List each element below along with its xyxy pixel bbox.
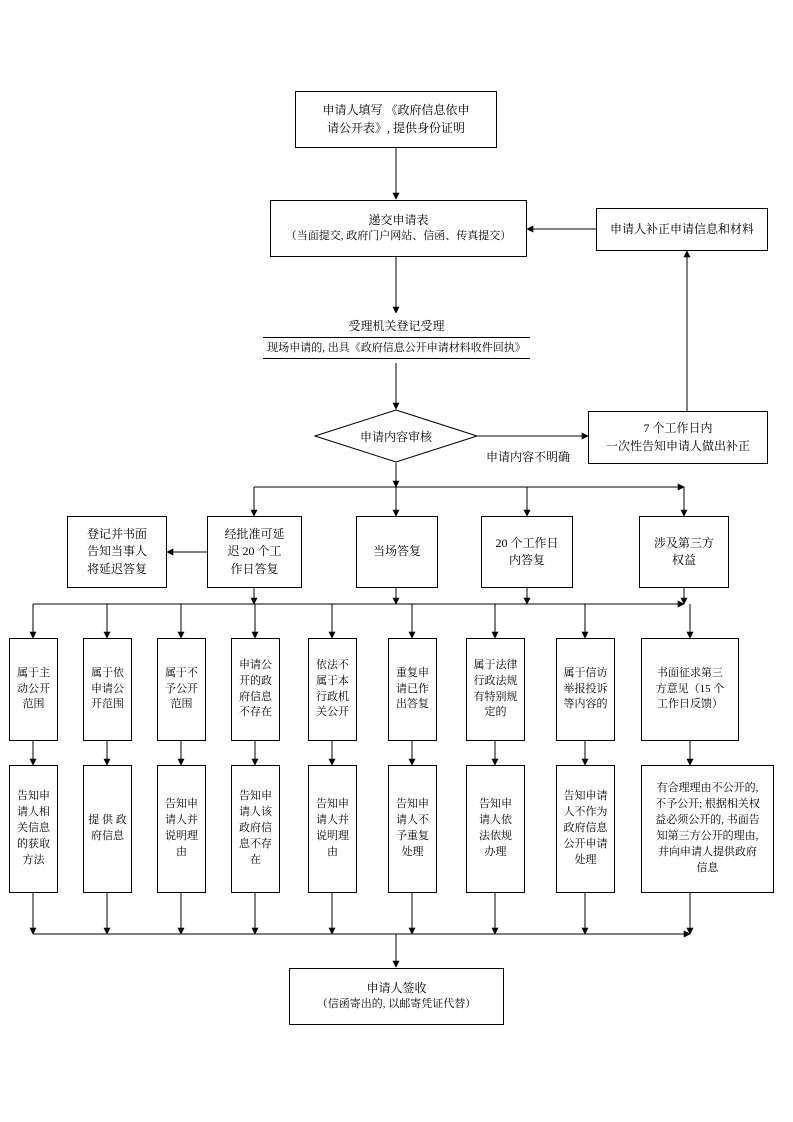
node-branch-third-party: [639, 516, 729, 588]
node-res-no-repeat-line-2: 请人不: [396, 814, 429, 827]
node-res-tell-access: [9, 765, 58, 893]
node-res-not-as-info-request-line-4: 公开申请: [563, 837, 608, 850]
node-res-info-not-exist-line-2: 请人该: [239, 806, 272, 819]
node-cat-not-open-line-3: 范围: [170, 698, 193, 711]
node-accept-register-line-1: 受理机关登记受理: [348, 318, 445, 333]
node-submit-form: [270, 200, 527, 257]
node-cat-not-open-line-1: 属于不: [165, 666, 198, 679]
node-content-review-label: 申请内容审核: [359, 429, 432, 444]
node-res-explain-reason-line-3: 说明理: [165, 830, 198, 842]
node-res-provide-info-line-2: 府信息: [91, 830, 124, 842]
node-res-explain-reason-line-2: 请人并: [165, 814, 198, 827]
node-branch-20-days: [481, 516, 573, 588]
node-branch-onsite-reply: [356, 516, 438, 588]
node-res-provide-info-line-1: 提 供 政: [88, 814, 127, 827]
node-content-review: [314, 409, 478, 463]
node-supplement-request: [596, 208, 768, 251]
node-cat-special-rule-line-1: 属于法律: [473, 658, 518, 671]
node-cat-repeat: [388, 638, 437, 741]
node-branch-approved-delay-line-2: 迟 20 个工: [227, 544, 282, 559]
node-final-sign-line-2: （信函寄出的, 以邮寄凭证代替）: [316, 998, 477, 1011]
node-res-follow-law-line-3: 法依规: [479, 830, 512, 842]
node-cat-active-open-line-3: 范围: [22, 698, 45, 711]
node-res-follow-law-line-2: 请人依: [479, 814, 512, 827]
node-accept-register: [248, 313, 545, 363]
node-res-explain-org-line-3: 说明理: [316, 830, 349, 842]
node-cat-petition-line-2: 举报投诉: [563, 682, 608, 695]
node-cat-repeat-line-3: 出答复: [396, 698, 429, 711]
node-cat-not-open-line-2: 予公开: [165, 682, 198, 695]
node-cat-active-open-line-2: 动公开: [17, 682, 50, 695]
node-res-explain-org-line-4: 由: [327, 845, 338, 858]
node-apply-form-line-2: 请公开表》, 提供身份证明: [326, 120, 465, 135]
node-res-info-not-exist-line-3: 政府信: [239, 822, 272, 835]
node-res-follow-law-line-4: 办理: [484, 845, 507, 858]
node-res-third-party-decision-line-3: 益必须公开的, 书面告: [655, 814, 760, 827]
node-branch-delay-notice-line-3: 将延迟答复: [86, 561, 147, 576]
node-branch-approved-delay-line-3: 作日答复: [230, 561, 279, 576]
node-res-explain-reason-line-1: 告知申: [165, 798, 198, 811]
node-res-info-not-exist-line-1: 告知申: [239, 790, 272, 803]
node-cat-not-exist: [231, 638, 280, 741]
node-apply-form: [295, 91, 497, 148]
node-cat-not-exist-line-1: 申请公: [239, 658, 272, 671]
node-cat-petition: [556, 638, 615, 741]
node-cat-not-this-org: [308, 638, 357, 741]
node-cat-on-request-line-3: 开范围: [91, 698, 124, 711]
node-cat-special-rule-line-2: 行政法规: [473, 674, 518, 687]
node-seven-working-days-line-1: 7 个工作日内: [643, 421, 713, 436]
node-cat-ask-third-party-line-3: 工作日反馈）: [657, 698, 723, 711]
node-cat-petition-line-3: 等内容的: [563, 698, 608, 711]
node-res-no-repeat: [388, 765, 437, 893]
node-cat-ask-third-party-line-1: 书面征求第三: [657, 666, 723, 679]
node-cat-special-rule-line-3: 有特别规: [473, 690, 518, 703]
node-cat-not-this-org-line-1: 依法不: [316, 658, 349, 671]
node-res-explain-reason: [157, 765, 206, 893]
node-cat-special-rule-line-4: 定的: [484, 706, 507, 719]
label-content-unclear: 申请内容不明确: [486, 450, 571, 464]
node-cat-not-this-org-line-4: 关公开: [316, 706, 349, 719]
node-res-third-party-decision-line-6: 信息: [696, 861, 719, 874]
node-submit-form-line-2: （当面提交, 政府门户网站、信函、传真提交）: [285, 230, 512, 243]
node-cat-active-open-line-1: 属于主: [17, 666, 50, 679]
node-apply-form-line-1: 申请人填写 《政府信息依申: [322, 103, 470, 118]
node-res-explain-org-line-1: 告知申: [316, 798, 349, 811]
node-cat-ask-third-party-line-2: 方意见（15 个: [655, 682, 725, 695]
node-cat-ask-third-party: [641, 638, 739, 741]
node-res-third-party-decision-line-1: 有合理理由不公开的,: [656, 782, 759, 795]
node-res-follow-law-line-1: 告知申: [479, 798, 512, 811]
node-cat-not-exist-line-3: 府信息: [239, 690, 272, 703]
node-cat-not-exist-line-4: 不存在: [239, 706, 272, 719]
node-cat-on-request-line-1: 属于依: [91, 666, 124, 679]
node-branch-third-party-line-1: 涉及第三方: [653, 535, 714, 550]
node-res-not-as-info-request-line-3: 政府信息: [563, 822, 608, 835]
node-res-not-as-info-request-line-2: 人不作为: [563, 806, 608, 819]
node-res-third-party-decision: [641, 765, 774, 893]
node-branch-20-days-line-2: 内答复: [508, 553, 545, 567]
node-seven-working-days-line-2: 一次性告知申请人做出补正: [605, 438, 750, 453]
node-res-tell-access-line-5: 方法: [22, 853, 45, 866]
node-res-not-as-info-request: [556, 765, 615, 893]
node-res-explain-org-line-2: 请人并: [316, 814, 349, 827]
node-accept-register-line-2: 现场申请的, 出具《政府信息公开申请材料收件回执》: [263, 337, 530, 360]
node-branch-20-days-line-1: 20 个工作日: [495, 535, 559, 550]
node-cat-active-open: [9, 638, 58, 741]
node-cat-petition-line-1: 属于信访: [563, 666, 608, 679]
node-res-info-not-exist: [231, 765, 280, 893]
node-final-sign: [289, 968, 504, 1025]
node-res-tell-access-line-1: 告知申: [17, 790, 50, 803]
node-res-follow-law: [466, 765, 525, 893]
node-branch-approved-delay-line-1: 经批准可延: [224, 526, 285, 541]
node-res-info-not-exist-line-4: 息不存: [239, 837, 272, 850]
node-cat-not-exist-line-2: 开的政: [239, 674, 272, 687]
node-res-third-party-decision-line-5: 并向申请人提供政府: [658, 845, 757, 858]
node-res-no-repeat-line-4: 处理: [401, 845, 424, 858]
node-res-third-party-decision-line-4: 知第三方公开的理由,: [656, 830, 759, 842]
node-seven-working-days: [588, 411, 768, 464]
node-res-third-party-decision-line-2: 不予公开; 根据相关权: [655, 798, 760, 811]
node-cat-on-request-line-2: 申请公: [91, 682, 124, 695]
node-cat-special-rule: [466, 638, 525, 741]
node-branch-onsite-reply-line-1: 当场答复: [372, 544, 421, 559]
node-cat-repeat-line-2: 请已作: [396, 682, 429, 695]
node-branch-approved-delay: [207, 516, 302, 588]
node-final-sign-line-1: 申请人签收: [366, 980, 427, 995]
node-branch-delay-notice: [67, 516, 167, 588]
node-res-tell-access-line-2: 请人相: [17, 806, 50, 819]
node-res-provide-info: [83, 765, 132, 893]
node-cat-not-this-org-line-3: 行政机: [316, 690, 349, 703]
node-res-no-repeat-line-1: 告知申: [396, 798, 429, 811]
node-supplement-request-line-1: 申请人补正申请信息和材料: [609, 221, 754, 236]
node-cat-repeat-line-1: 重复申: [396, 666, 429, 679]
node-submit-form-line-1: 递交申请表: [368, 212, 429, 227]
node-res-tell-access-line-4: 的获取: [17, 837, 50, 850]
node-res-not-as-info-request-line-1: 告知申请: [563, 790, 608, 803]
node-res-info-not-exist-line-5: 在: [250, 853, 261, 866]
node-cat-not-this-org-line-2: 属于本: [316, 674, 349, 687]
node-cat-on-request: [83, 638, 132, 741]
node-branch-delay-notice-line-2: 告知当事人: [86, 544, 147, 559]
node-res-no-repeat-line-3: 予重复: [396, 830, 429, 842]
node-res-explain-reason-line-4: 由: [176, 845, 187, 858]
node-cat-not-open: [157, 638, 206, 741]
node-res-tell-access-line-3: 关信息: [17, 822, 50, 835]
node-res-explain-org: [308, 765, 357, 893]
node-branch-delay-notice-line-1: 登记并书面: [86, 526, 147, 541]
node-branch-third-party-line-2: 权益: [671, 553, 696, 567]
node-res-not-as-info-request-line-5: 处理: [574, 853, 597, 866]
